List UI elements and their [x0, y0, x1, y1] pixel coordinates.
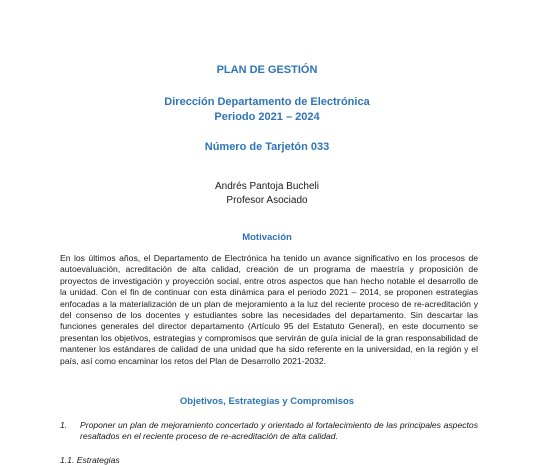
- document-title: PLAN DE GESTIÓN: [216, 64, 318, 76]
- period-heading: Periodo 2021 – 2024: [214, 111, 320, 123]
- subsection-heading: 1.1. Estrategias: [60, 455, 120, 465]
- objective-number: 1.: [60, 420, 68, 430]
- objective-text: Proponer un plan de mejoramiento concertado y orientado al fortalecimiento de las principales aspectos resaltados en el reciente proceso de re-acreditación de alta calidad.: [80, 420, 478, 442]
- motivation-paragraph: En los últimos años, el Departamento de Electrónica ha tenido un avance significativo en los procesos de autoevaluación, acreditación de alta calidad, creación de un programa de maestría y proposición de proyectos de investigación y proyección social, entre otros aspectos que han hecho notable el desarrollo de la unidad. Con el fin de continuar con esta dinámica para el periodo 2021 – 2014, se proponen estrategias enfocadas a la materialización de un plan de mejoramiento a la luz del reciente proceso de re-acreditación y del consenso de los docentes y estudiantes sobre las necesidades del departamento. Sin descartar las funciones generales del director departamento (Artículo 95 del Estatuto General), en este documento se presentan los objetivos, estrategias y compromisos que servirán de guía inicial de la gran responsabilidad de mantener los estándares de calidad de una unidad que ha sido referente en la universidad, en la región y el país, así como encaminar los retos del Plan de Desarrollo 2021-2032.: [60, 253, 478, 366]
- card-number-heading: Número de Tarjetón 033: [204, 141, 330, 153]
- department-heading: Dirección Departamento de Electrónica: [164, 96, 370, 108]
- author-role: Profesor Asociado: [226, 195, 308, 206]
- motivation-heading: Motivación: [242, 232, 292, 243]
- author-name: Andrés Pantoja Bucheli: [215, 181, 319, 192]
- objective-list-item: [60, 420, 478, 443]
- objectives-heading: Objetivos, Estrategias y Compromisos: [179, 396, 355, 407]
